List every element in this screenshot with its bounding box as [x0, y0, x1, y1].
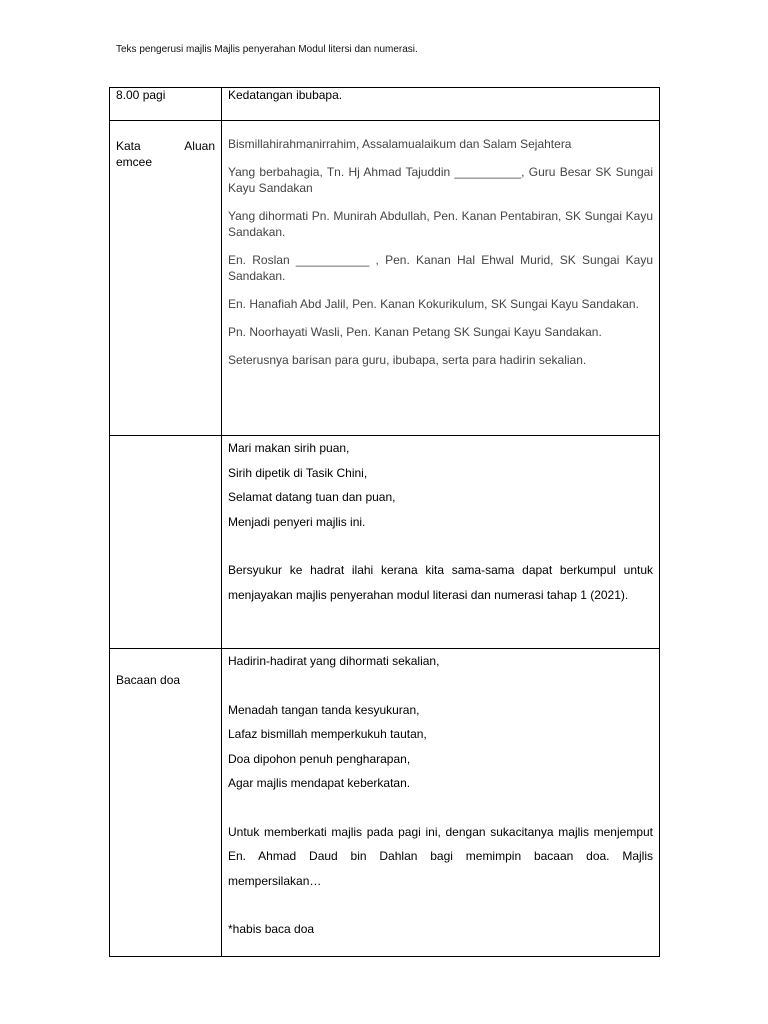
pantun-line: Menadah tangan tanda kesyukuran,	[228, 702, 420, 717]
pantun-line: Menjadi penyeri majlis ini.	[228, 514, 366, 529]
section-label: Bacaan doa	[116, 673, 181, 687]
gratitude-paragraph: Bersyukur ke hadrat ilahi kerana kita sama-sama dapat berkumpul untuk menjayakan majlis penyerahan modul literasi dan numerasi tahap 1 (2021).	[228, 563, 653, 602]
section-label-cell	[110, 121, 222, 436]
label-word: Kata	[116, 139, 141, 153]
note-line: *habis baca doa	[228, 922, 315, 936]
content-cell: Kedatangan ibubapa.	[222, 88, 660, 121]
pantun-line: Agar majlis mendapat keberkatan.	[228, 776, 411, 790]
content-cell	[222, 649, 660, 957]
content-cell	[222, 121, 660, 436]
pantun-line: Sirih dipetik di Tasik Chini,	[228, 465, 368, 480]
section-label-line2: emcee	[116, 155, 153, 169]
greeting-line: En. Hanafiah Abd Jalil, Pen. Kanan Kokurikulum, SK Sungai Kayu Sandakan.	[228, 297, 639, 311]
pantun-line: Mari makan sirih puan,	[228, 441, 350, 455]
table-row	[110, 436, 660, 649]
greeting-line: En. Roslan ___________ , Pen. Kanan Hal Ehwal Murid, SK Sungai Kayu Sandakan.	[228, 253, 653, 283]
table-row	[110, 88, 660, 121]
pantun-line: Selamat datang tuan dan puan,	[228, 490, 396, 504]
document-header: Teks pengerusi majlis Majlis penyerahan Modul litersi dan numerasi.	[116, 44, 418, 55]
section-label-line1	[116, 138, 215, 154]
greeting-line: Seterusnya barisan para guru, ibubapa, serta para hadirin sekalian.	[228, 353, 587, 367]
label-word: Aluan	[184, 139, 215, 153]
pantun-line: Lafaz bismillah memperkukuh tautan,	[228, 727, 427, 741]
greeting-line: Pn. Noorhayati Wasli, Pen. Kanan Petang SK Sungai Kayu Sandakan.	[228, 325, 602, 339]
invitation-paragraph: Untuk memberkati majlis pada pagi ini, dengan sukacitanya majlis menjemput En. Ahmad Daud bin Dahlan bagi memimpin bacaan doa. Majlis mempersilakan…	[228, 824, 653, 888]
greeting-line: Yang berbahagia, Tn. Hj Ahmad Tajuddin __________, Guru Besar SK Sungai Kayu Sandakan	[228, 165, 653, 195]
table-row	[110, 649, 660, 957]
table-row	[110, 121, 660, 436]
time-cell: 8.00 pagi	[110, 88, 222, 121]
greeting-line: Bismillahirahmanirrahim, Assalamualaikum dan Salam Sejahtera	[228, 137, 572, 151]
section-label-cell	[110, 649, 222, 957]
opening-line: Hadirin-hadirat yang dihormati sekalian,	[228, 654, 440, 668]
emcee-script-table	[109, 87, 660, 957]
pantun-line: Doa dipohon penuh pengharapan,	[228, 751, 411, 766]
section-label-cell	[110, 436, 222, 649]
content-cell	[222, 436, 660, 649]
greeting-line: Yang dihormati Pn. Munirah Abdullah, Pen. Kanan Pentabiran, SK Sungai Kayu Sandakan.	[228, 209, 653, 239]
